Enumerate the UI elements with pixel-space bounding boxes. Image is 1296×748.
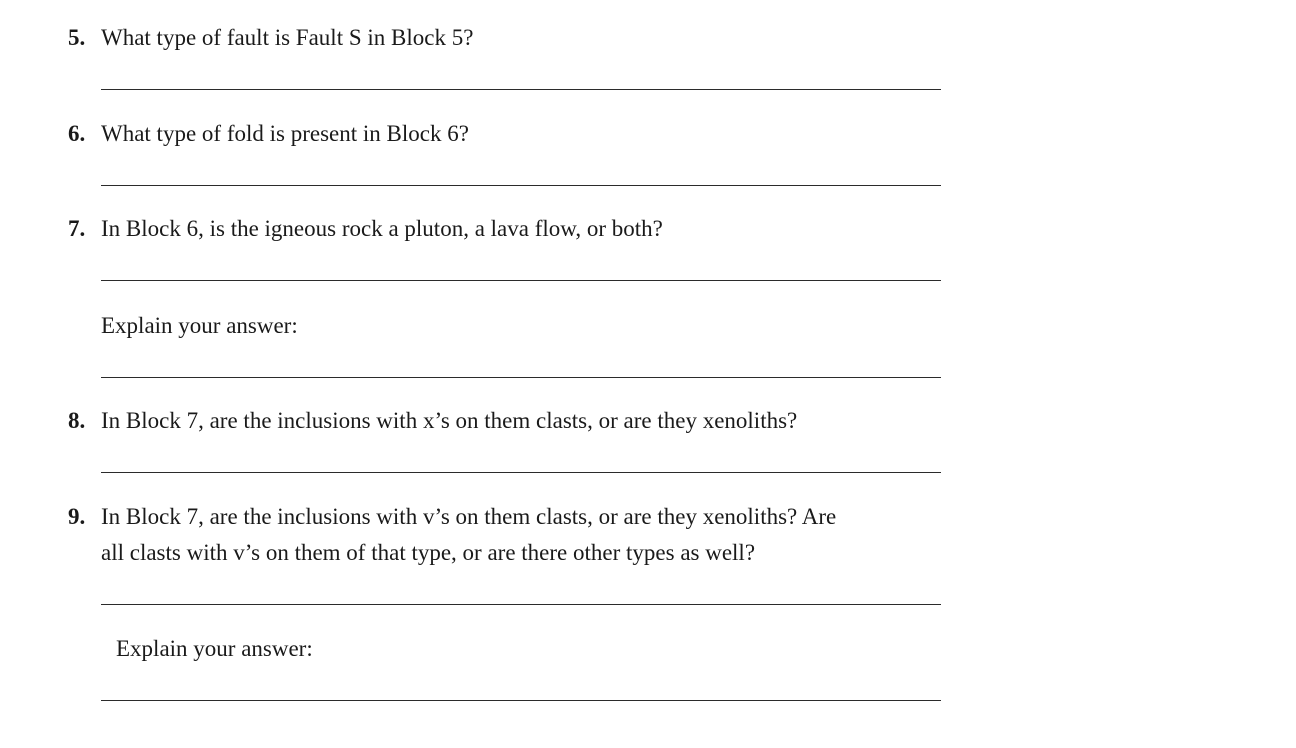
explain-label: Explain your answer: [116, 636, 313, 661]
answer-line[interactable] [101, 280, 941, 281]
question-text: In Block 6, is the igneous rock a pluton, a lava flow, or both? [101, 216, 663, 241]
question-number: 7. [68, 216, 86, 241]
explain-answer-line[interactable] [101, 700, 941, 701]
question-text: What type of fold is present in Block 6? [101, 121, 469, 146]
explain-label: Explain your answer: [101, 313, 298, 338]
answer-line[interactable] [101, 604, 941, 605]
question-number: 9. [68, 504, 86, 529]
question-number: 5. [68, 25, 86, 50]
question-text-line-1: In Block 7, are the inclusions with v’s on them clasts, or are they xenoliths? Are [101, 504, 837, 529]
question-text-line-2: all clasts with v’s on them of that type, or are there other types as well? [101, 540, 756, 565]
question-number: 6. [68, 121, 86, 146]
explain-answer-line[interactable] [101, 377, 941, 378]
answer-line[interactable] [101, 472, 941, 473]
answer-line[interactable] [101, 185, 941, 186]
question-text: What type of fault is Fault S in Block 5? [101, 25, 474, 50]
answer-line[interactable] [101, 89, 941, 90]
question-text: In Block 7, are the inclusions with x’s on them clasts, or are they xenoliths? [101, 408, 798, 433]
question-number: 8. [68, 408, 86, 433]
